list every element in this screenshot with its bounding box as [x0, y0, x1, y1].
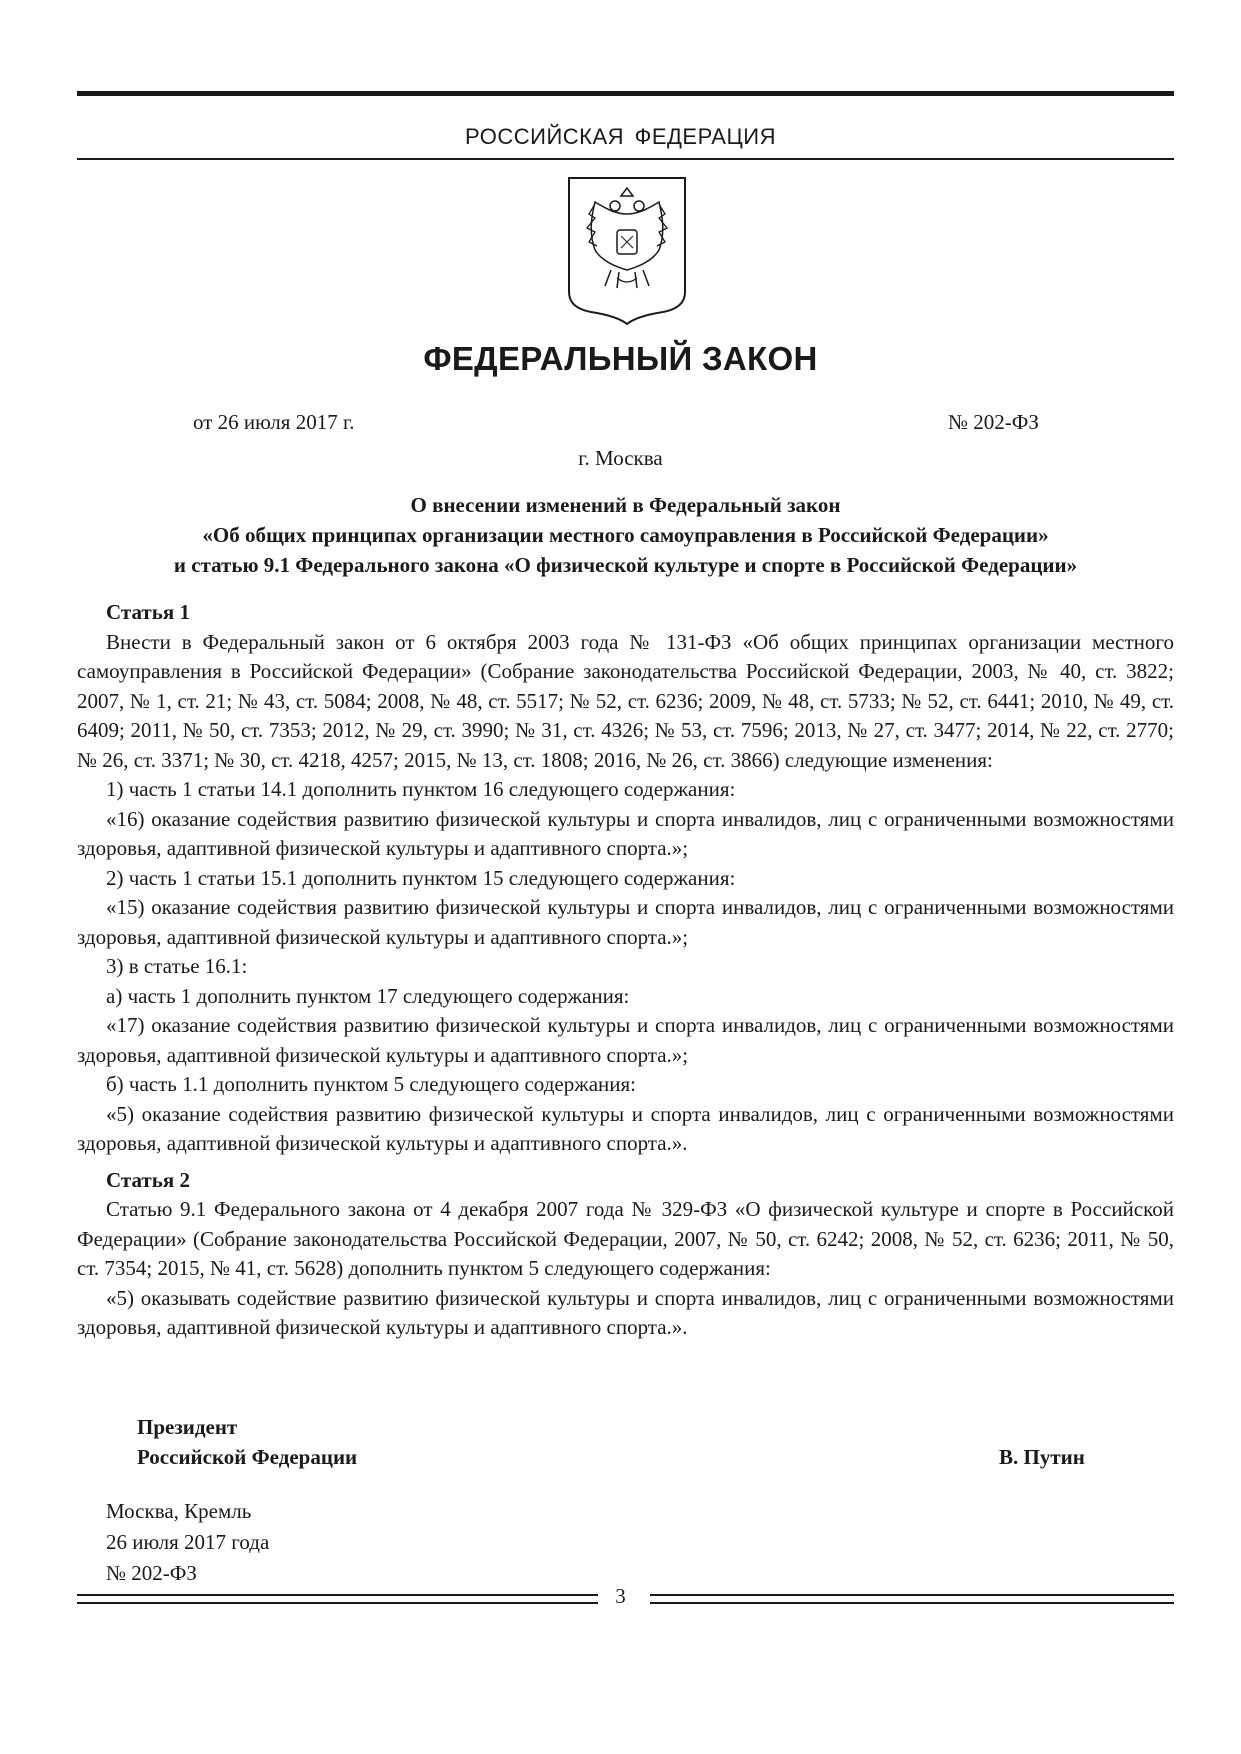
- article-1-item: 1) часть 1 статьи 14.1 дополнить пунктом 16 следующего содержания:: [106, 777, 736, 801]
- article-1-item: 2) часть 1 статьи 15.1 дополнить пунктом 15 следующего содержания:: [106, 865, 736, 890]
- header-rule: [77, 158, 1174, 160]
- subject-line: «Об общих принципах организации местного самоуправления в Российской Федерации»: [202, 523, 1049, 547]
- top-rule: [77, 91, 1174, 96]
- signature-position-line: Российской Федерации: [137, 1445, 358, 1469]
- signature-name: В. Путин: [999, 1445, 1085, 1469]
- article-1-intro: Внести в Федеральный закон от 6 октября 2003 года № 131-ФЗ «Об общих принципах организации местного самоуправления в Российской Федерации» (Собрание законодательства Российской Федерации, 2003, № 40, ст. 3822; 2007, № 1, ст. 21; № 43, ст. 5084; 2008, № 48, ст. 5517; № 52, ст. 6236; 2009, № 48, ст. 5733; № 52, ст. 6441; 2010, № 49, ст. 6409; 2011, № 50, ст. 7353; 2012, № 29, ст. 3990; № 31, ст. 4326; № 53, ст. 7596; 2013, № 27, ст. 3477; 2014, № 22, ст. 2770; № 26, ст. 3371; № 30, ст. 4218, 4257; 2015, № 13, ст. 1808; 2016, № 26, ст. 3866) следующие изменения:: [77, 629, 1174, 772]
- document-title: ФЕДЕРАЛЬНЫЙ ЗАКОН: [423, 340, 818, 377]
- article-1-item: 3) в статье 16.1:: [106, 954, 248, 978]
- law-number: № 202-ФЗ: [948, 410, 1039, 434]
- article-1-item: «5) оказание содействия развитию физической культуры и спорта инвалидов, лиц с ограниченными возможностями здоровья, адаптивной физической культуры и адаптивного спорта.».: [77, 1101, 1174, 1155]
- signing-number-line: № 202-ФЗ: [106, 1561, 197, 1585]
- article-1-item: «17) оказание содействия развитию физической культуры и спорта инвалидов, лиц с ограниченными возможностями здоровья, адаптивной физической культуры и адаптивного спорта.»;: [77, 1013, 1174, 1067]
- article-2-intro: Статью 9.1 Федерального закона от 4 декабря 2007 года № 329-ФЗ «О физической культуре и спорте в Российской Федерации» (Собрание законодательства Российской Федерации, 2007, № 50, ст. 6242; 2008, № 52, ст. 6236; 2011, № 50, ст. 7354; 2015, № 41, ст. 5628) дополнить пунктом 5 следующего содержания:: [77, 1197, 1174, 1280]
- footer-rule-right: [650, 1594, 1174, 1604]
- signing-place: [106, 1496, 269, 1589]
- coat-of-arms-icon: [565, 174, 689, 326]
- article-1-item: а) часть 1 дополнить пунктом 17 следующего содержания:: [106, 983, 630, 1008]
- article-1-heading: Статья 1: [106, 600, 190, 624]
- signing-place-line: Москва, Кремль: [106, 1499, 252, 1523]
- page-number: 3: [615, 1584, 626, 1608]
- law-date: от 26 июля 2017 г.: [193, 410, 355, 434]
- article-1-item: «16) оказание содействия развитию физической культуры и спорта инвалидов, лиц с ограниченными возможностями здоровья, адаптивной физической культуры и адаптивного спорта.»;: [77, 806, 1174, 860]
- signing-date-line: 26 июля 2017 года: [106, 1530, 270, 1554]
- subject-line: и статью 9.1 Федерального закона «О физической культуре и спорте в Российской Федерации»: [173, 553, 1078, 577]
- article-2-item: «5) оказывать содействие развитию физической культуры и спорта инвалидов, лиц с ограниченными возможностями здоровья, адаптивной физической культуры и адаптивного спорта.».: [77, 1285, 1174, 1339]
- law-subject: [77, 490, 1174, 580]
- law-body: [77, 598, 1174, 1343]
- law-city: г. Москва: [578, 446, 663, 470]
- article-2-heading: Статья 2: [106, 1167, 190, 1192]
- signature-position: [137, 1412, 357, 1472]
- signature-position-line: Президент: [137, 1415, 238, 1439]
- subject-line: О внесении изменений в Федеральный закон: [410, 493, 841, 517]
- article-1-item: б) часть 1.1 дополнить пунктом 5 следующего содержания:: [106, 1072, 637, 1096]
- article-1-item: «15) оказание содействия развитию физической культуры и спорта инвалидов, лиц с ограниченными возможностями здоровья, адаптивной физической культуры и адаптивного спорта.»;: [77, 895, 1174, 949]
- country-heading: РОССИЙСКАЯ ФЕДЕРАЦИЯ: [465, 124, 776, 149]
